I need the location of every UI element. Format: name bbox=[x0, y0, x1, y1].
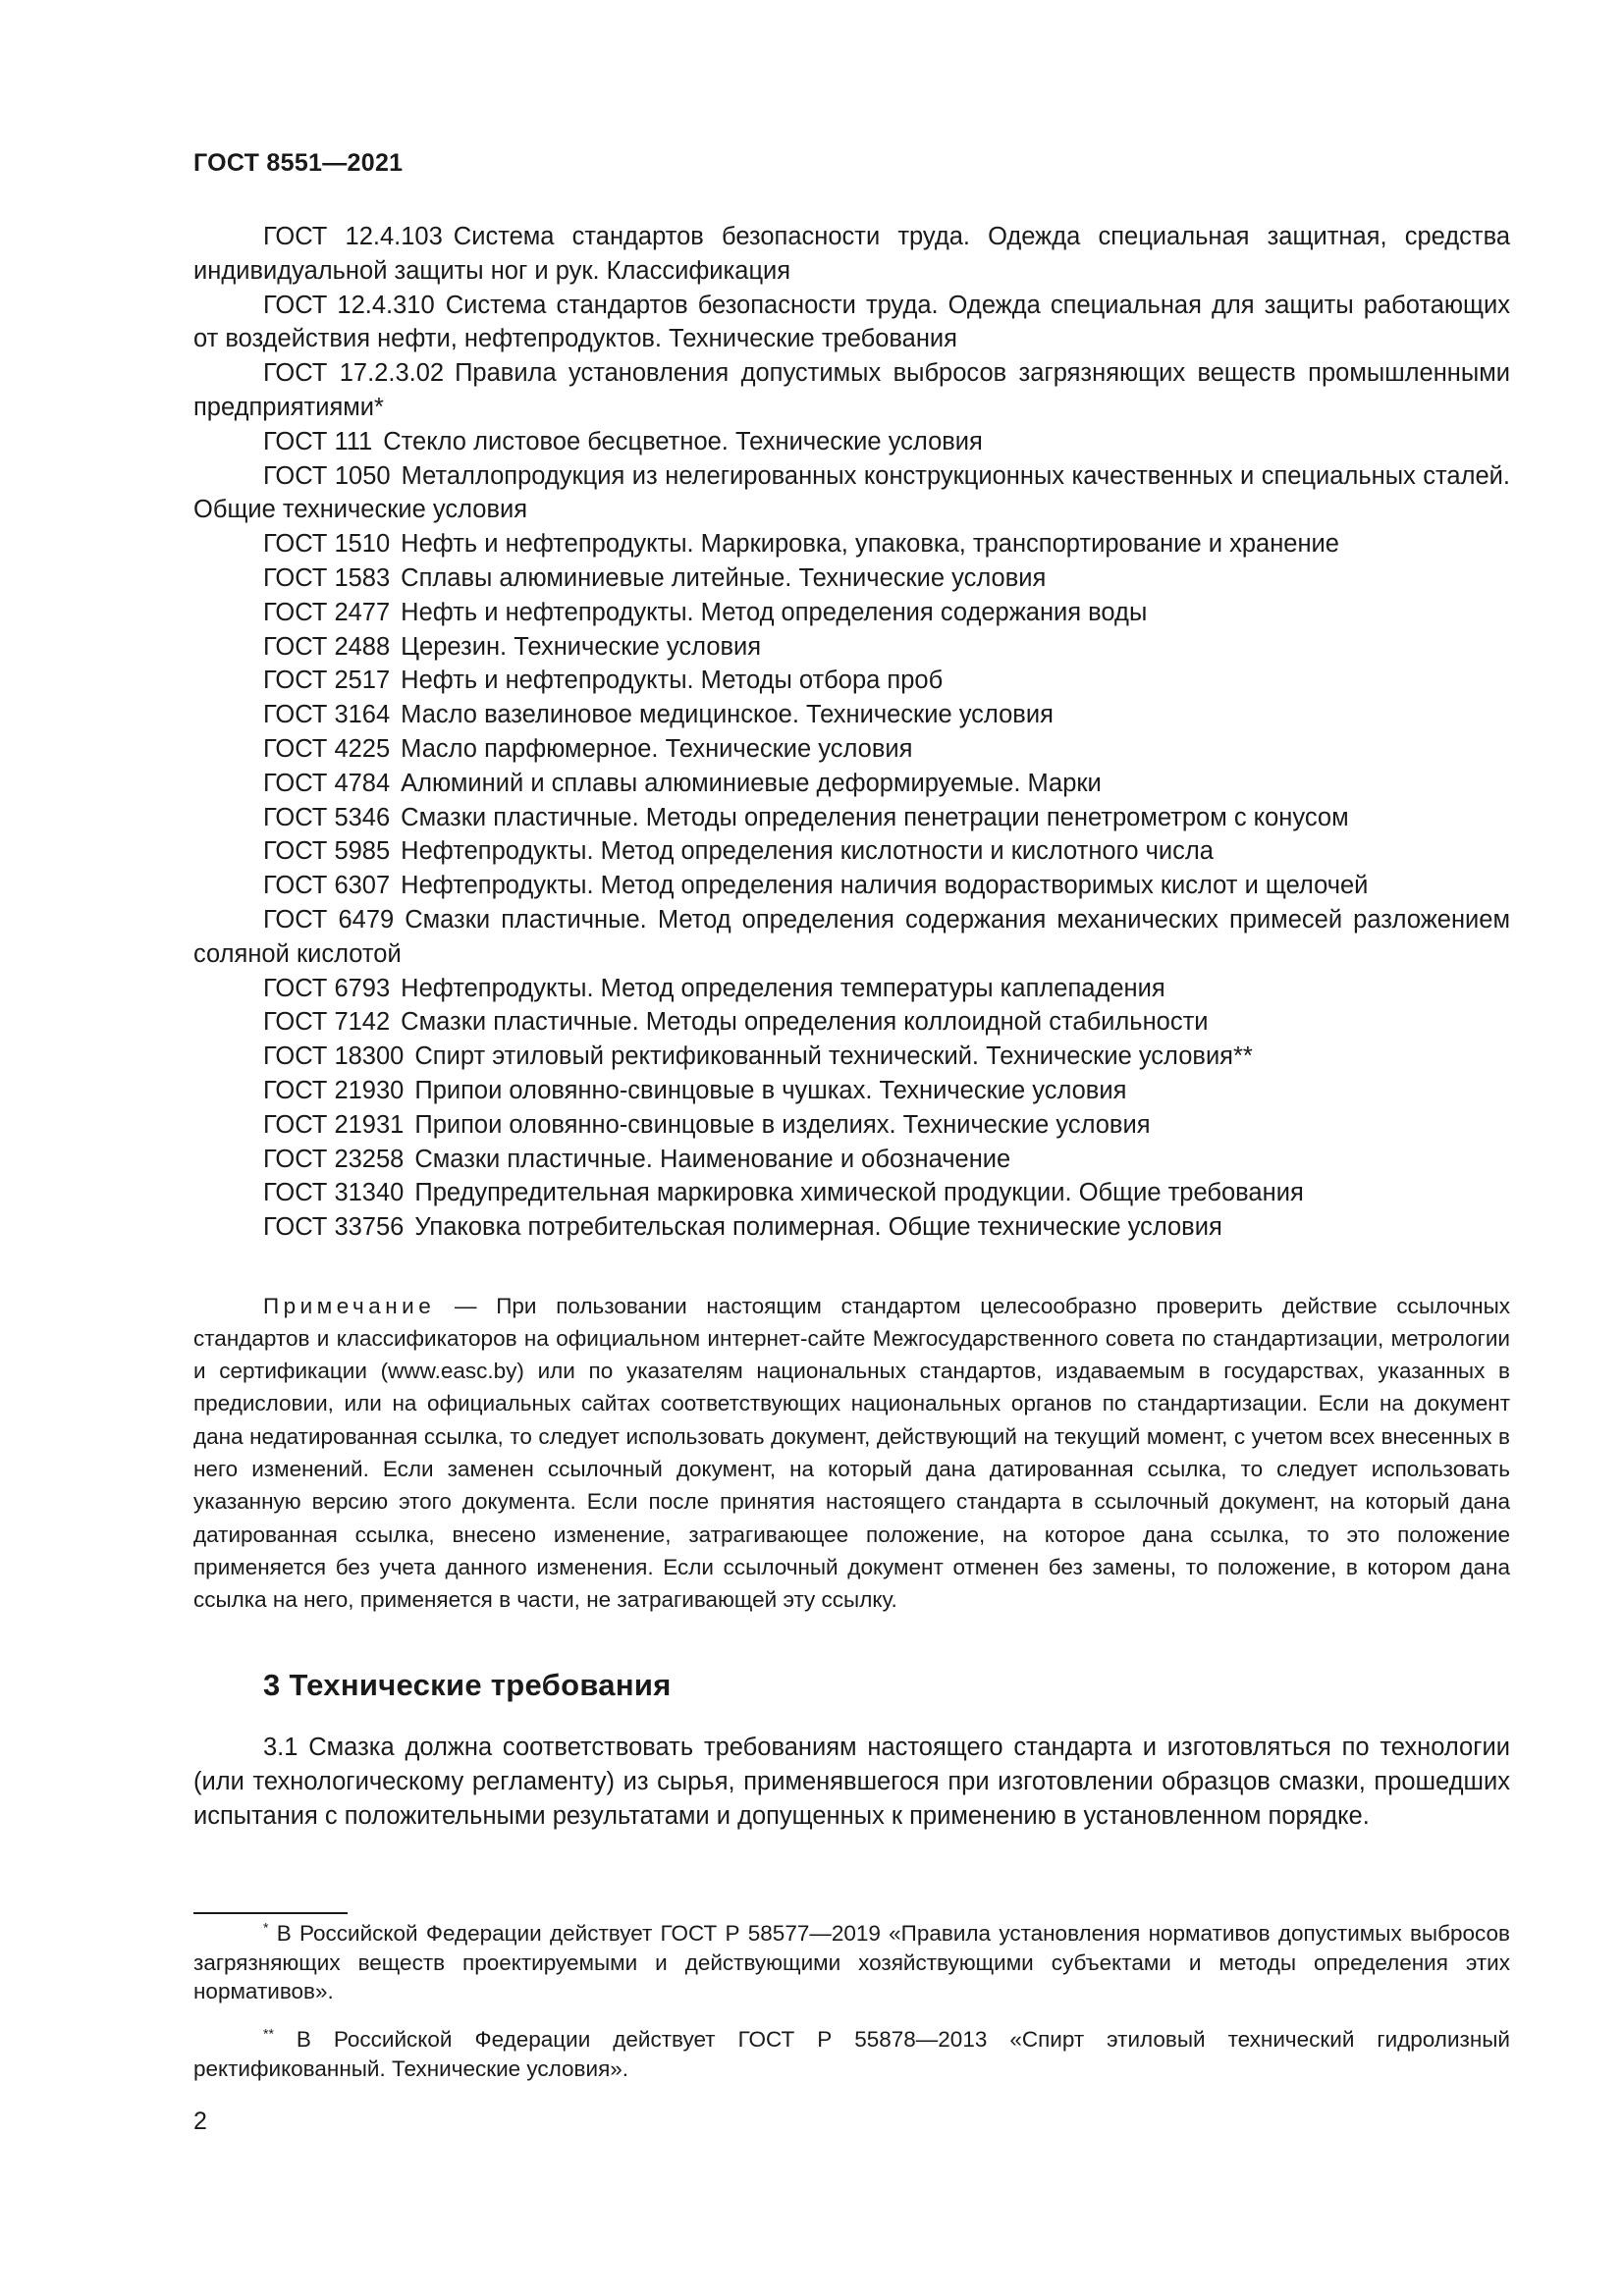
reference-code: ГОСТ 17.2.3.02 bbox=[263, 359, 445, 388]
reference-item bbox=[193, 425, 1510, 459]
reference-title: Смазки пластичные. Метод определения содержания механических примесей разложением соляной кислотой bbox=[193, 905, 1510, 968]
reference-item bbox=[193, 869, 1510, 903]
reference-title: Правила установления допустимых выбросов загрязняющих веществ промышленными предприятиями* bbox=[193, 359, 1510, 421]
reference-title: Нефть и нефтепродукты. Методы отбора проб bbox=[401, 667, 944, 695]
reference-code: ГОСТ 111 bbox=[263, 427, 373, 455]
reference-title: Нефть и нефтепродукты. Маркировка, упаковка, транспортирование и хранение bbox=[401, 530, 1339, 559]
reference-item bbox=[193, 1108, 1510, 1143]
reference-item bbox=[193, 1176, 1510, 1210]
reference-code: ГОСТ 1583 bbox=[263, 563, 391, 592]
normative-references-list bbox=[193, 220, 1510, 1245]
reference-title: Смазки пластичные. Методы определения коллоидной стабильности bbox=[401, 1008, 1209, 1037]
reference-item bbox=[193, 630, 1510, 665]
reference-title: Алюминий и сплавы алюминиевые деформируемые. Марки bbox=[401, 769, 1102, 797]
reference-item bbox=[193, 356, 1510, 425]
reference-title: Нефтепродукты. Метод определения кислотности и кислотного числа bbox=[401, 837, 1214, 866]
reference-title: Припои оловянно-свинцовые в изделиях. Технические условия bbox=[414, 1110, 1151, 1139]
reference-title: Масло парфюмерное. Технические условия bbox=[401, 734, 913, 763]
reference-item bbox=[193, 903, 1510, 972]
reference-item bbox=[193, 1210, 1510, 1245]
reference-item bbox=[193, 561, 1510, 596]
reference-code: ГОСТ 6479 bbox=[263, 905, 395, 934]
reference-code: ГОСТ 12.4.310 bbox=[263, 291, 435, 319]
reference-item bbox=[193, 1074, 1510, 1108]
reference-item bbox=[193, 767, 1510, 801]
references-note bbox=[193, 1290, 1510, 1617]
reference-title: Церезин. Технические условия bbox=[401, 632, 762, 661]
section-paragraph: 3.1 Смазка должна соответствовать требованиям настоящего стандарта и изготовляться по технологии (или технологическому регламенту) из сырья, применявшегося при изготовлении образцов смазки, прошедших испытания с положительными результатами и допущенных к применению в установленном порядке. bbox=[193, 1734, 1510, 1830]
reference-title: Система стандартов безопасности труда. Одежда специальная защитная, средства индивидуальной защиты ног и рук. Классификация bbox=[193, 223, 1511, 285]
reference-code: ГОСТ 5346 bbox=[263, 803, 391, 831]
reference-item bbox=[193, 459, 1510, 528]
reference-code: ГОСТ 6307 bbox=[263, 872, 391, 900]
note-label: Примечание bbox=[263, 1293, 436, 1318]
reference-code: ГОСТ 21931 bbox=[263, 1110, 405, 1139]
footnote-mark: ** bbox=[263, 2025, 274, 2042]
reference-item bbox=[193, 289, 1510, 357]
reference-item bbox=[193, 664, 1510, 698]
reference-title: Стекло листовое бесцветное. Технические условия bbox=[383, 427, 983, 455]
reference-code: ГОСТ 6793 bbox=[263, 974, 391, 1002]
page-number: 2 bbox=[193, 2108, 207, 2135]
reference-code: ГОСТ 2488 bbox=[263, 632, 391, 661]
reference-code: ГОСТ 3164 bbox=[263, 701, 391, 729]
reference-code: ГОСТ 18300 bbox=[263, 1042, 405, 1071]
reference-code: ГОСТ 2477 bbox=[263, 598, 391, 626]
reference-title: Смазки пластичные. Методы определения пенетрации пенетрометром с конусом bbox=[401, 803, 1349, 831]
reference-title: Масло вазелиновое медицинское. Технические условия bbox=[401, 701, 1054, 729]
reference-item bbox=[193, 220, 1510, 289]
footnote-text: В Российской Федерации действует ГОСТ Р 58577—2019 «Правила установления нормативов допустимых выбросов загрязняющих веществ проектируемыми и действующими хозяйствующими субъектами и методы определения этих нормативов». bbox=[193, 1921, 1510, 2003]
reference-item bbox=[193, 698, 1510, 732]
reference-code: ГОСТ 1510 bbox=[263, 530, 391, 559]
reference-code: ГОСТ 4784 bbox=[263, 769, 391, 797]
reference-item bbox=[193, 801, 1510, 835]
reference-title: Система стандартов безопасности труда. Одежда специальная для защиты работающих от воздействия нефти, нефтепродуктов. Технические требования bbox=[193, 291, 1511, 353]
reference-title: Сплавы алюминиевые литейные. Технические условия bbox=[401, 563, 1047, 592]
footnote-text: В Российской Федерации действует ГОСТ Р 55878—2013 «Спирт этиловый технический гидролизный ректификованный. Технические условия». bbox=[193, 2027, 1510, 2081]
reference-code: ГОСТ 7142 bbox=[263, 1008, 391, 1037]
reference-code: ГОСТ 2517 bbox=[263, 667, 391, 695]
note-text: — При пользовании настоящим стандартом целесообразно проверить действие ссылочных стандартов и классификаторов на официальном интернет-сайте Межгосударственного совета по стандартизации, метрологии и сертификации (www.easc.by) или по указателям национальных стандартов, издаваемым в государствах, указанных в предисловии, или на официальных сайтах соответствующих национальных органов по стандартизации. Если на документ дана недатированная ссылка, то следует использовать документ, действующий на текущий момент, с учетом всех внесенных в него изменений. Если заменен ссылочный документ, на который дана датированная ссылка, то следует использовать указанную версию этого документа. Если после принятия настоящего стандарта в ссылочный документ, на который дана датированная ссылка, внесено изменение, затрагивающее положение, на которое дана ссылка, то это положение применяется без учета данного изменения. Если ссылочный документ отменен без замены, то положение, в котором дана ссылка на него, применяется в части, не затрагивающей эту ссылку. bbox=[193, 1293, 1510, 1613]
reference-item bbox=[193, 1005, 1510, 1040]
reference-code: ГОСТ 21930 bbox=[263, 1076, 405, 1104]
footnote-divider bbox=[193, 1912, 348, 1914]
reference-code: ГОСТ 4225 bbox=[263, 734, 391, 763]
section-title: 3 Технические требования bbox=[263, 1668, 672, 1702]
reference-code: ГОСТ 23258 bbox=[263, 1145, 405, 1173]
reference-title: Спирт этиловый ректификованный технический. Технические условия** bbox=[414, 1042, 1253, 1071]
footnote bbox=[193, 1919, 1510, 2006]
reference-title: Упаковка потребительская полимерная. Общие технические условия bbox=[414, 1213, 1222, 1242]
reference-item bbox=[193, 1143, 1510, 1177]
reference-code: ГОСТ 12.4.103 bbox=[263, 223, 443, 250]
reference-item bbox=[193, 527, 1510, 561]
reference-item bbox=[193, 1040, 1510, 1074]
footnote-mark: * bbox=[263, 1919, 269, 1936]
reference-item bbox=[193, 732, 1510, 767]
reference-title: Предупредительная маркировка химической продукции. Общие требования bbox=[414, 1179, 1304, 1207]
reference-title: Смазки пластичные. Наименование и обозначение bbox=[414, 1145, 1011, 1173]
reference-item bbox=[193, 972, 1510, 1006]
reference-code: ГОСТ 1050 bbox=[263, 461, 391, 490]
reference-title: Нефть и нефтепродукты. Метод определения содержания воды bbox=[401, 598, 1148, 626]
reference-code: ГОСТ 31340 bbox=[263, 1179, 405, 1207]
reference-title: Металлопродукция из нелегированных конструкционных качественных и специальных сталей. Общие технические условия bbox=[193, 461, 1510, 524]
reference-title: Нефтепродукты. Метод определения температуры каплепадения bbox=[401, 974, 1165, 1002]
reference-item bbox=[193, 834, 1510, 869]
reference-title: Нефтепродукты. Метод определения наличия водорастворимых кислот и щелочей bbox=[401, 872, 1369, 900]
reference-code: ГОСТ 5985 bbox=[263, 837, 391, 866]
reference-code: ГОСТ 33756 bbox=[263, 1213, 405, 1242]
reference-title: Припои оловянно-свинцовые в чушках. Технические условия bbox=[414, 1076, 1127, 1104]
reference-item bbox=[193, 596, 1510, 630]
document-header: ГОСТ 8551—2021 bbox=[193, 149, 404, 177]
footnote bbox=[193, 2025, 1510, 2083]
